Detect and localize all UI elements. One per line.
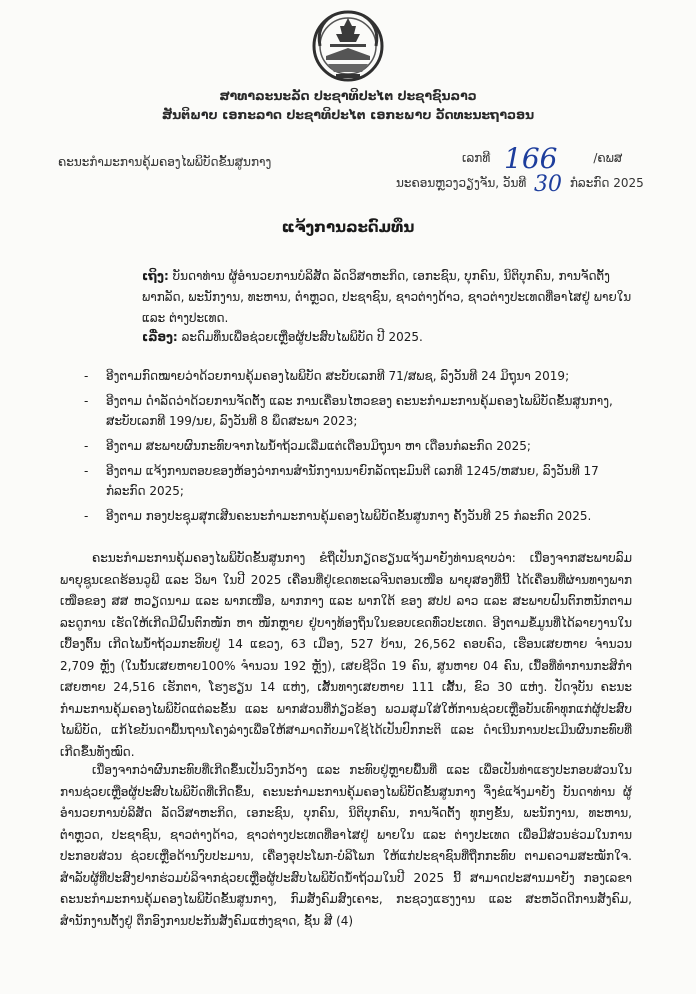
- recipients-label: ເຖິງ:: [142, 269, 169, 283]
- reference-label: ເລກທີ: [462, 151, 491, 165]
- document-title: ແຈ້ງການລະດົມທຶນ: [281, 218, 415, 236]
- reference-item: - ອີງຕາມ ກອງປະຊຸມສຸກເສີນຄະນະກຳມະການຄຸ້ມຄອງໄພພິບັດຂັ້ນສູນກາງ ຄັ້ງວັນທີ 25 ກໍລະກົດ 2025.: [84, 509, 592, 523]
- subject: [142, 330, 423, 344]
- reference-item-text: ອີງຕາມກົດໝາຍວ່າດ້ວຍການຄຸ້ມຄອງໄພພິບັດ ສະບັບເລກທີ 71/ສພຊ, ລົງວັນທີ 24 ມິຖຸນາ 2019;: [106, 369, 570, 383]
- header-line-1: ສາທາລະນະລັດ ປະຊາທິປະໄຕ ປະຊາຊົນລາວ: [219, 88, 477, 103]
- body-paragraph-1: ຄະນະກຳມະການຄຸ້ມຄອງໄພພິບັດຂັ້ນສູນກາງ ຂໍຖືເປັນກຽດຮຽນແຈ້ງມາຍັງທ່ານຊາບວ່າ: ເນື່ອງຈາກສະພາບລົມພາຍຸຊູນເຂດຮ້ອນວູພີ ແລະ ວິພາ ໃນປີ 2025 ເຄື່ອນທີ່ຢູ່ເຂດທະເລຈີນຕອນເໜືອ ພາຍຸສອງທີ່ນີ້ ໄດ້ເຄື່ອນທີ່ຜ່ານທາງພາກເໜືອຂອງ ສສ ຫວຽດນາມ ແລະ ພາກເໜືອ, ພາກກາງ ແລະ ພາກໃຕ້ ຂອງ ສປປ ລາວ ແລະ ສະພາບຝົນຕົກຫນັກຕາມລະດູການ ເຮັດໃຫ້ເກີດມີຝົນຕົກໜັກ ຫາ ໜັກຫຼາຍ ຢູ່ບາງທ້ອງຖິ່ນໃນຂອບເຂດທົ່ວປະເທດ. ອີງຕາມຂໍ້ມູນທີ່ໄດ້ລາຍງານໃນເບື້ອງຕົ້ນ ເກີດໄພນ້ຳຖ້ວມກະທົບຢູ່ 14 ແຂວງ, 63 ເມືອງ, 527 ບ້ານ, 26,562 ຄອບຄົວ, ເຮືອນເສຍຫາຍ ຈຳນວນ 2,709 ຫຼັງ (ໃນນັ້ນເສຍຫາຍ100% ຈຳນວນ 192 ຫຼັງ), ເສຍຊີວິດ 19 ຄົນ, ສູນຫາຍ 04 ຄົນ, ເນື້ອທີ່ທຳການກະສິກຳເສຍຫາຍ 24,516 ເຮັກຕາ, ໂຮງຮຽນ 14 ແຫ່ງ, ເສັ້ນທາງເສຍຫາຍ 111 ເສັ້ນ, ຂົວ 30 ແຫ່ງ. ປັດຈຸບັນ ຄະນະກຳມະການຄຸ້ມຄອງໄພພິບັດແຕ່ລະຂັ້ນ ແລະ ພາກສ່ວນທີ່ກ່ຽວຂ້ອງ ພວມສຸມໃສ່ໃຫ້ການຊ່ວຍເຫຼືອບັນເທົາທຸກແກ່ຜູ້ປະສົບໄພພິບັດ, ແກ້ໄຂບັນດາພື້ນຖານໂຄງລ່າງເພື່ອໃຫ້ສາມາດກັບມາໃຊ້ໄດ້ເປັນປົກກະຕິ ແລະ ດຳເນີນການປະເມີນຜົນກະທົບທີ່ເກີດຂຶ້ນທັງໝົດ.: [60, 551, 632, 759]
- recipients-text: ບັນດາທ່ານ ຜູ້ອຳນວຍການບໍລິສັດ ລັດວິສາຫະກິດ, ເອກະຊົນ, ບຸກຄົນ, ນິຕິບຸກຄົນ, ການຈັດຕັ້ງພາກລັດ, ພະນັກງານ, ທະຫານ, ຕຳຫຼວດ, ປະຊາຊົນ, ຊາວຕ່າງດ້າວ, ຊາວຕ່າງປະເທດທີ່ອາໄສຢູ່ ພາຍໃນ ແລະ ຕ່າງປະເທດ.: [142, 269, 632, 325]
- subject-text: ລະດົມທຶນເພື່ອຊ່ວຍເຫຼືອຜູ້ປະສົບໄພພິບັດ ປີ 2025.: [181, 330, 423, 344]
- issuer-name: ຄະນະກຳມະການຄຸ້ມຄອງໄພພິບັດຂັ້ນສູນກາງ: [58, 155, 272, 169]
- reference-item-text: ອີງຕາມ ແຈ້ງການຕອບຂອງຫ້ອງວ່າການສຳນັກງານນາຍົກລັດຖະມົນຕີ ເລກທີ 1245/ຫສນຍ, ລົງວັນທີ 17 ກໍລະກົດ 2025;: [106, 464, 599, 498]
- reference-item: - ອີງຕາມ ສະພາບຜົນກະທົບຈາກໄພນ້ຳຖ້ວມເລີ່ມແຕ່ເດືອນມິຖຸນາ ຫາ ເດືອນກໍລະກົດ 2025;: [84, 439, 531, 453]
- reference-item: - ອີງຕາມ ດຳລັດວ່າດ້ວຍການຈັດຕັ້ງ ແລະ ການເຄື່ອນໄຫວຂອງ ຄະນະກຳມະການຄຸ້ມຄອງໄພພິບັດຂັ້ນສູນກາງ, ສະບັບເລກທີ 199/ນຍ, ລົງວັນທີ 8 ພຶດສະພາ 2023;: [84, 394, 613, 428]
- reference-item-text: ອີງຕາມ ດຳລັດວ່າດ້ວຍການຈັດຕັ້ງ ແລະ ການເຄື່ອນໄຫວຂອງ ຄະນະກຳມະການຄຸ້ມຄອງໄພພິບັດຂັ້ນສູນກາງ, ສະບັບເລກທີ 199/ນຍ, ລົງວັນທີ 8 ພຶດສະພາ 2023;: [106, 394, 613, 428]
- body-paragraph-2: ເນື່ອງຈາກວ່າຜົນກະທົບທີ່ເກີດຂຶ້ນເປັນວົງກວ້າງ ແລະ ກະທົບຢູ່ຫຼາຍພື້ນທີ່ ແລະ ເພື່ອເປັນທ່າແຮງປະກອບສ່ວນໃນການຊ່ວຍເຫຼືອຜູ້ປະສົບໄພພິບັດທີ່ເກີດຂຶ້ນ, ຄະນະກຳມະການຄຸ້ມຄອງໄພພິບັດຂັ້ນສູນກາງ ຈຶ່ງຂໍແຈ້ງມາຍັງ ບັນດາທ່ານ ຜູ້ອຳນວຍການບໍລິສັດ ລັດວິສາຫະກິດ, ເອກະຊົນ, ບຸກຄົນ, ນິຕິບຸກຄົນ, ການຈັດຕັ້ງ ທຸກໆຂັ້ນ, ພະນັກງານ, ທະຫານ, ຕຳຫຼວດ, ປະຊາຊົນ, ຊາວຕ່າງດ້າວ, ຊາວຕ່າງປະເທດທີ່ອາໄສຢູ່ ພາຍໃນ ແລະ ຕ່າງປະເທດ ເພື່ອມີສ່ວນຮ່ວມໃນການປະກອບສ່ວນ ຊ່ວຍເຫຼືອດ້ານງົບປະມານ, ເຄື່ອງອຸປະໂພກ-ບໍລິໂພກ ໃຫ້ແກ່ປະຊາຊົນທີ່ຖືກກະທົບ ຕາມຄວາມສະໝັກໃຈ. ສຳລັບຜູ້ທີ່ປະສົງຢາກຮ່ວມບໍລິຈາກຊ່ວຍເຫຼືອຜູ້ປະສົບໄພພິບັດນ້ຳຖ້ວມໃນປີ 2025 ນີ້ ສາມາດປະສານມາຍັງ ກອງເລຂາຄະນະກຳມະການຄຸ້ມຄອງໄພພິບັດຂັ້ນສູນກາງ, ກົມສັງຄົມສົງເຄາະ, ກະຊວງແຮງງານ ແລະ ສະຫວັດດີການສັງຄົມ, ສຳນັກງານຕັ້ງຢູ່ ຕຶກອົງການປະກັນສັງຄົມແຫ່ງຊາດ, ຊັ້ນ ສີ (4): [60, 763, 632, 928]
- date-prefix: ນະຄອນຫຼວງວຽງຈັນ, ວັນທີ: [396, 176, 527, 190]
- subject-label: ເລື່ອງ:: [142, 330, 178, 344]
- national-emblem-icon: [310, 6, 386, 82]
- date-day: 30: [534, 172, 563, 197]
- reference-value: 166: [504, 142, 558, 175]
- reference-suffix: /ຄພສ: [593, 151, 623, 165]
- reference-item: - ອີງຕາມກົດໝາຍວ່າດ້ວຍການຄຸ້ມຄອງໄພພິບັດ ສະບັບເລກທີ 71/ສພຊ, ລົງວັນທີ 24 ມິຖຸນາ 2019;: [84, 369, 570, 383]
- header-line-2: ສັນຕິພາບ ເອກະລາດ ປະຊາທິປະໄຕ ເອກະພາບ ວັດທະນະຖາວອນ: [161, 107, 535, 122]
- document-date: [396, 172, 644, 197]
- date-suffix: ກໍລະກົດ 2025: [569, 176, 644, 190]
- recipients: [142, 266, 632, 329]
- reference-number: [462, 142, 622, 175]
- reference-item: - ອີງຕາມ ແຈ້ງການຕອບຂອງຫ້ອງວ່າການສຳນັກງານນາຍົກລັດຖະມົນຕີ ເລກທີ 1245/ຫສນຍ, ລົງວັນທີ 17 ກໍລະກົດ 2025;: [84, 464, 599, 498]
- reference-item-text: ອີງຕາມ ສະພາບຜົນກະທົບຈາກໄພນ້ຳຖ້ວມເລີ່ມແຕ່ເດືອນມິຖຸນາ ຫາ ເດືອນກໍລະກົດ 2025;: [106, 439, 531, 453]
- reference-item-text: ອີງຕາມ ກອງປະຊຸມສຸກເສີນຄະນະກຳມະການຄຸ້ມຄອງໄພພິບັດຂັ້ນສູນກາງ ຄັ້ງວັນທີ 25 ກໍລະກົດ 2025.: [106, 509, 592, 523]
- legal-references: [84, 366, 624, 531]
